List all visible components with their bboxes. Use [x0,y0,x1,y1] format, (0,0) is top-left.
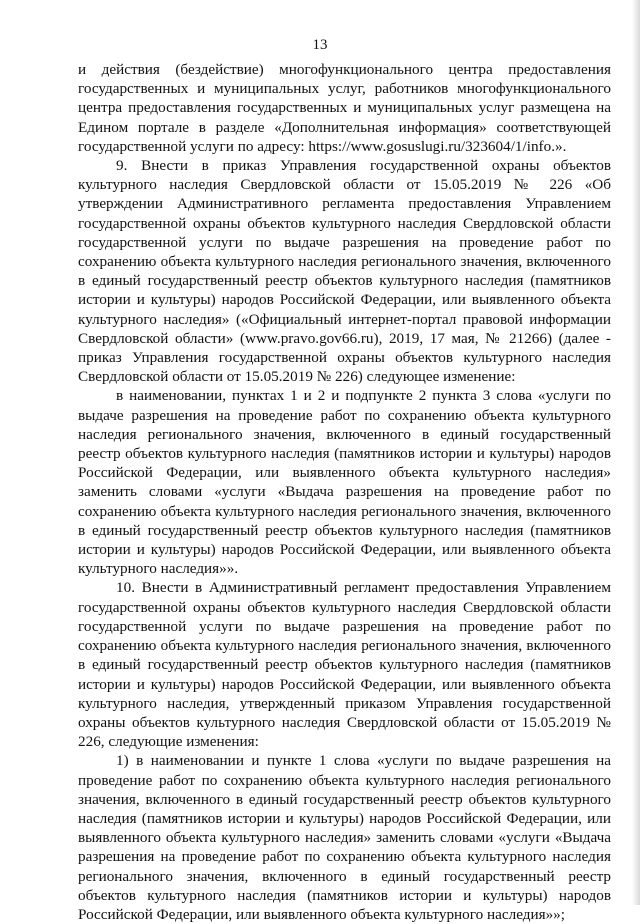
paragraph-item-9-change: в наименовании, пунктах 1 и 2 и подпункте 2 пункта 3 слова «услуги по выдаче разрешения на проведение работ по сохранению объекта культурного наследия регионального значения, включенного в единый государственный реестр объектов культурного наследия (памятников истории и культуры) народов Российской Федерации, или выявленного объекта культурного наследия» заменить словами «услуги «Выдача разрешения на проведение работ по сохранению объекта культурного наследия регионального значения, включенного в единый государственный реестр объектов культурного наследия (памятников истории и культуры) народов Российской Федерации, или выявленного объекта культурного наследия»». [78,387,611,578]
page-number: 13 [312,37,328,53]
scan-edge-shadow [632,0,640,905]
paragraph-item-9: 9. Внести в приказ Управления государственной охраны объектов культурного наследия Свердловской области от 15.05.2019 № 226 «Об утверждении Административного регламента предоставления Управлением государственной охраны объектов культурного наследия Свердловской области государственной услуги по выдаче разрешения на проведение работ по сохранению объекта культурного наследия регионального значения, включенного в единый государственный реестр объектов культурного наследия (памятников истории и культуры) народов Российской Федерации, или выявленного объекта культурного наследия» («Официальный интернет-портал правовой информации Свердловской области» (www.pravo.gov66.ru), 2019, 17 мая, № 21266) (далее - приказ Управления государственной охраны объектов культурного наследия Свердловской области от 15.05.2019 № 226) следующее изменение: [78,157,611,386]
document-body [78,60,611,924]
paragraph-item-10: 10. Внести в Административный регламент предоставления Управлением государственной охраны объектов культурного наследия Свердловской области государственной услуги по выдаче разрешения на проведение работ по сохранению объекта культурного наследия регионального значения, включенного в единый государственный реестр объектов культурного наследия (памятников истории и культуры) народов Российской Федерации, или выявленного объекта культурного наследия, утвержденный приказом Управления государственной охраны объектов культурного наследия Свердловской области от 15.05.2019 № 226, следующие изменения: [78,579,611,751]
paragraph-continuation: и действия (бездействие) многофункционального центра предоставления государственных и муниципальных услуг, работников многофункционального центра предоставления государственных и муниципальных услуг размещена на Едином портале в разделе «Дополнительная информация» соответствующей государственной услуги по адресу: https://www.gosuslugi.ru/323604/1/info.». [78,61,611,155]
paragraph-item-10-subitem-1: 1) в наименовании и пункте 1 слова «услуги по выдаче разрешения на проведение работ по сохранению объекта культурного наследия регионального значения, включенного в единый государственный реестр объектов культурного наследия (памятников истории и культуры) народов Российской Федерации, или выявленного объекта культурного наследия» заменить словами «услуги «Выдача разрешения на проведение работ по сохранению объекта культурного наследия регионального значения, включенного в единый государственный реестр объектов культурного наследия (памятников истории и культуры) народов Российской Федерации, или выявленного объекта культурного наследия»»; [78,752,611,923]
